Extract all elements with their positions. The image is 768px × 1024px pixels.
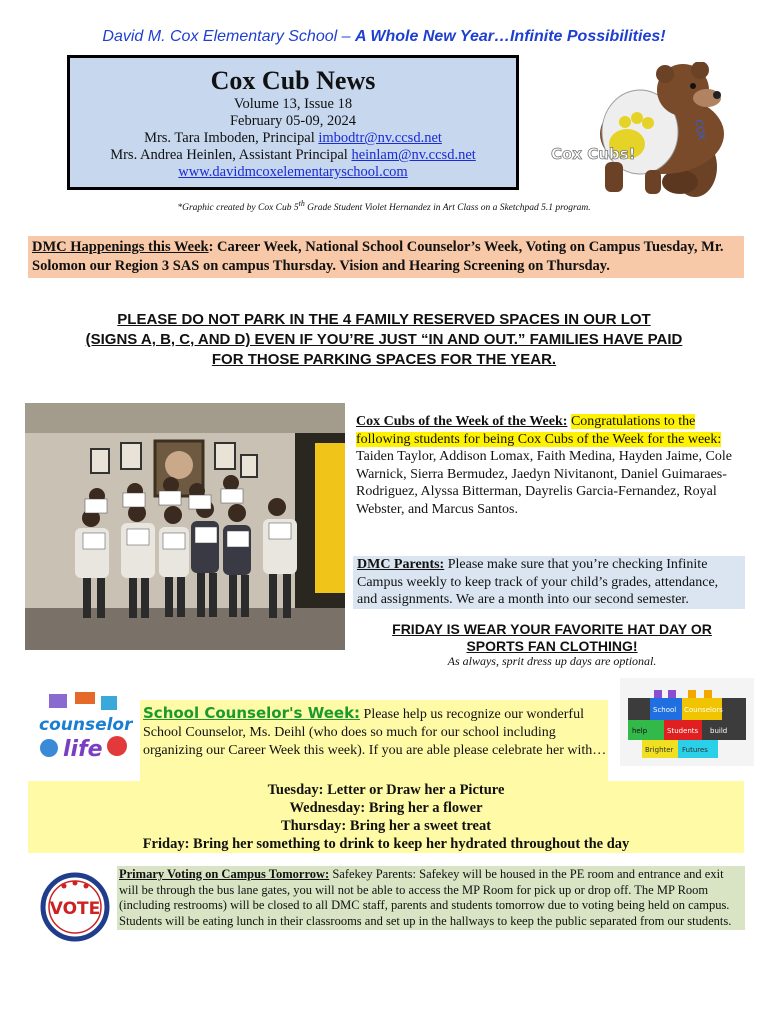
cubs-label: Cox Cubs of the Week of the Week: (356, 414, 568, 429)
mascot-shirt-text: COX (692, 118, 707, 142)
cubs-highlight: Congratulations to the following students for being Cox Cubs of the Week for the week: (356, 414, 722, 447)
counselor-week-body: Please help us recognize our wonderful School Counselor, Ms. Deihl (who does so much for our school including organizing our Career Week this week). If you are able please celebrate her with… (143, 707, 607, 758)
celebration-day-item: Friday: Bring her something to drink to keep her hydrated throughout the day (142, 836, 630, 852)
principal-email-link[interactable]: imbodtr@nv.ccsd.net (318, 130, 442, 146)
counselor-logo-word1: counselor (39, 715, 133, 735)
parents-notice (353, 556, 745, 609)
dress-up-note: As always, sprit dress up days are optional. (447, 654, 657, 668)
tagline-slogan: A Whole New Year…Infinite Possibilities! (354, 28, 666, 45)
counselor-blocks-graphic (620, 678, 754, 766)
school-tagline (0, 28, 768, 46)
assistant-email-link[interactable]: heinlam@nv.ccsd.net (351, 147, 476, 163)
happenings-text: : Career Week, National School Counselor’s Week, Voting on Campus Tuesday, Mr. Solomon our Region 3 SAS on campus Thursday. Vision and Hearing Screening on Thursday. (32, 239, 724, 274)
principal-name: Mrs. Tara Imboden, Principal (144, 130, 315, 146)
voting-label: Primary Voting on Campus Tomorrow: (119, 867, 330, 881)
counselor-week-heading: School Counselor's Week: (143, 704, 361, 722)
issue-date: February 05-09, 2024 (229, 113, 357, 129)
cubs-names: Taiden Taylor, Addison Lomax, Faith Medina, Hayden Jaime, Cole Warnick, Sierra Bermudez, Jaedyn Nivitanont, Daniel Guimaraes-Rodriguez, Alyssa Bitterman, Dayrelis Garcia-Fernandez, Royal Webster, and Marcus Santos. (356, 449, 732, 517)
block-word-3: help (632, 727, 648, 735)
credit-sup: th (298, 199, 305, 208)
celebration-day-item: Tuesday: Letter or Draw her a Picture (267, 782, 505, 798)
masthead (67, 55, 519, 190)
voting-text: Safekey Parents: Safekey will be housed in the PE room and entrance and exit will be through the bus lane gates, you will not be able to access the MP Room for pick up or drop off. The MP Room (including restrooms) will be closed to all DMC staff, parents and students tomorrow due to voting being held on campus. Students will be eating lunch in their classrooms and set up in the hallways to keep the public separated from our students. (119, 867, 732, 928)
vote-badge-icon (40, 872, 110, 942)
assistant-name: Mrs. Andrea Heinlen, Assistant Principal (110, 147, 348, 163)
hat-day-line-2: SPORTS FAN CLOTHING! (466, 638, 638, 654)
block-word-5: build (710, 727, 728, 735)
credit-before: *Graphic created by Cox Cub 5 (177, 203, 299, 214)
cubs-of-week-text (356, 413, 742, 518)
credit-after: Grade Student Violet Hernandez in Art Class on a Sketchpad 5.1 program. (304, 203, 591, 214)
mascot-bear-image (545, 62, 750, 197)
assistant-line (70, 147, 516, 164)
celebration-day-item: Wednesday: Bring her a flower (289, 800, 483, 816)
parking-notice (28, 310, 740, 370)
block-word-1: School (653, 706, 677, 714)
parking-line-3: FOR THOSE PARKING SPACES FOR THE YEAR. (211, 351, 557, 368)
counselor-week-text (143, 704, 608, 760)
hat-day-notice (360, 621, 744, 655)
website-line (70, 164, 516, 181)
tagline-school: David M. Cox Elementary School – (102, 28, 351, 45)
celebration-days-list (28, 781, 744, 853)
parents-text: Please make sure that you’re checking Infinite Campus weekly to keep track of your child’s grades, attendance, and assignments. We are a month into our second semester. (357, 557, 719, 607)
block-word-2: Counselors (684, 706, 723, 714)
newsletter-title: Cox Cub News (210, 66, 376, 95)
counselor-logo-word2: life (63, 737, 103, 762)
graphic-credit (0, 199, 768, 213)
parking-line-2: (SIGNS A, B, C, AND D) EVEN IF YOU’RE JUST “IN AND OUT.” FAMILIES HAVE PAID (85, 331, 683, 348)
hat-day-line-1: FRIDAY IS WEAR YOUR FAVORITE HAT DAY OR (392, 621, 712, 637)
volume-issue: Volume 13, Issue 18 (233, 96, 353, 112)
mascot-label: Cox Cubs! (551, 145, 636, 163)
counselor-life-logo (35, 690, 133, 770)
block-word-6: Brighter (645, 746, 674, 754)
block-word-4: Students (667, 727, 699, 735)
happenings-label: DMC Happenings this Week (32, 239, 209, 255)
voting-notice (117, 866, 745, 930)
happenings-banner (28, 236, 744, 278)
website-link[interactable]: www.davidmcoxelementaryschool.com (178, 164, 408, 180)
parents-label: DMC Parents: (357, 557, 445, 572)
celebration-day-item: Thursday: Bring her a sweet treat (280, 818, 492, 834)
parking-line-1: PLEASE DO NOT PARK IN THE 4 FAMILY RESERVED SPACES IN OUR LOT (117, 311, 651, 328)
principal-line (70, 130, 516, 147)
cubs-of-week-photo (25, 403, 345, 650)
vote-badge-text: VOTE (49, 899, 101, 919)
block-word-7: Futures (682, 746, 708, 754)
